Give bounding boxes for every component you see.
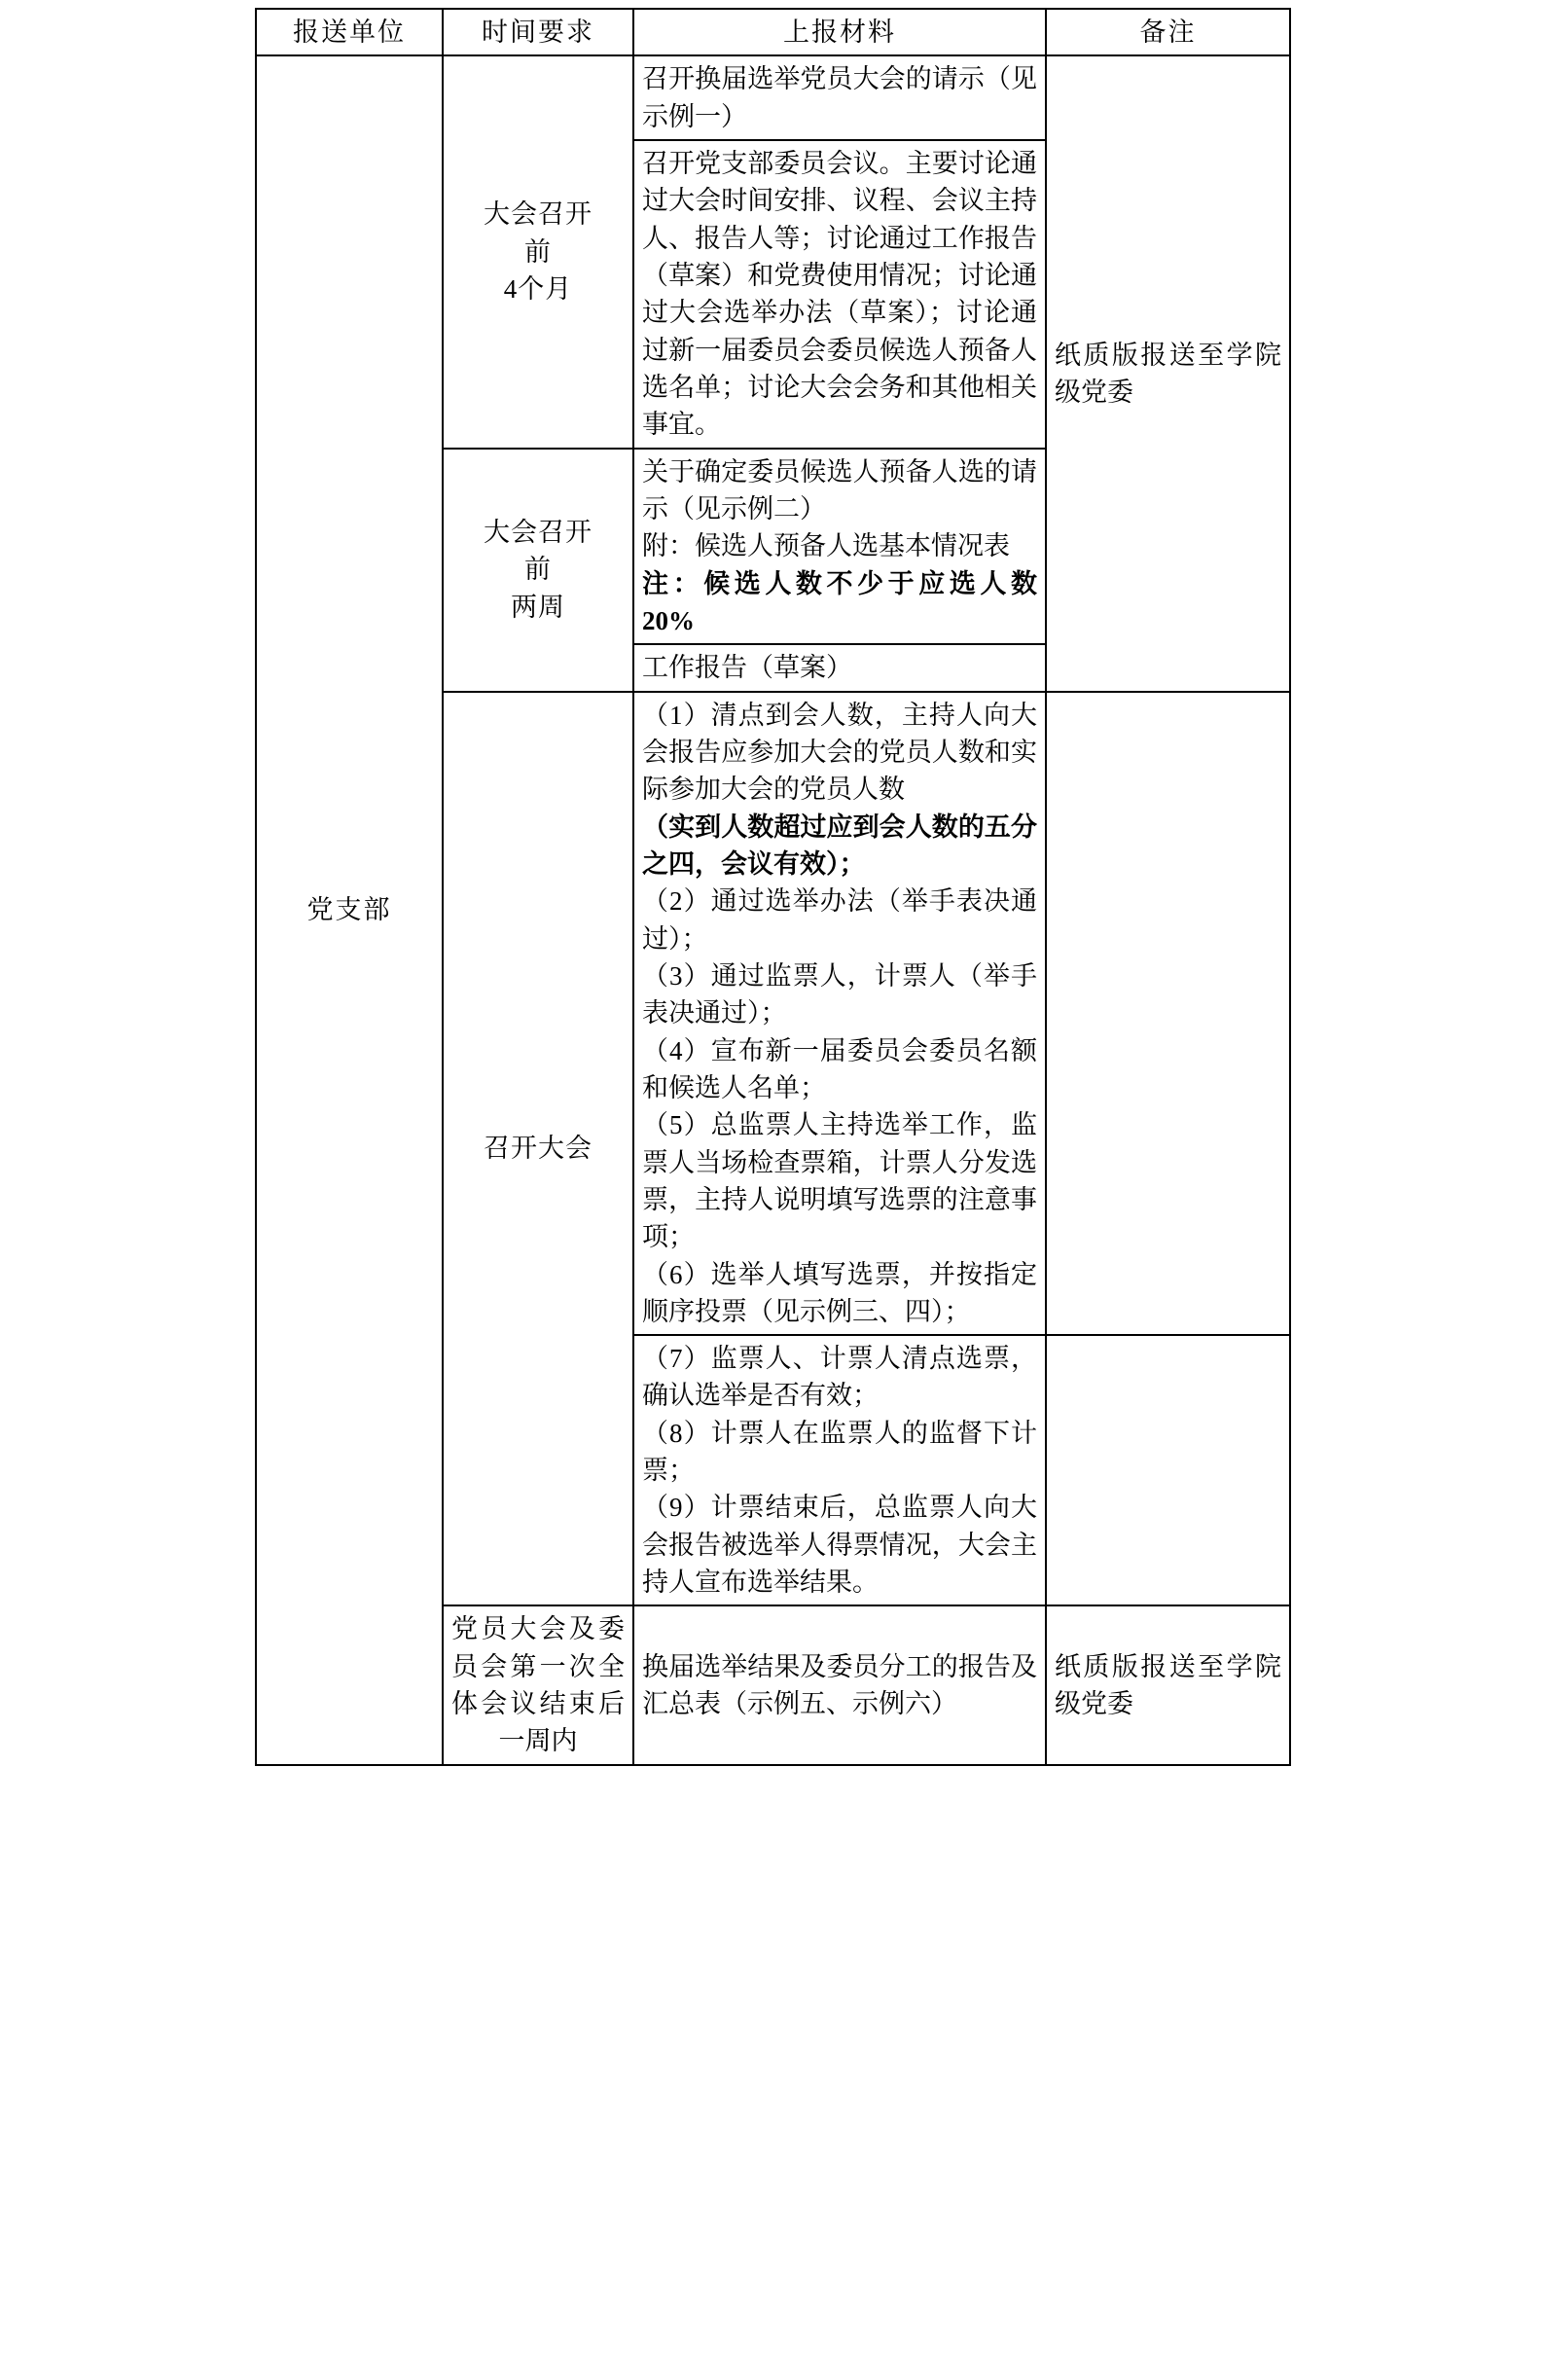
header-time: 时间要求 bbox=[443, 9, 633, 55]
cell-unit-branch: 党支部 bbox=[256, 55, 443, 1764]
material-6-line-1: （7）监票人、计票人清点选票，确认选举是否有效； bbox=[642, 1344, 1037, 1411]
time-line-3: 两周 bbox=[511, 592, 565, 622]
cell-remark-2: 纸质版报送至学院级党委 bbox=[1046, 1605, 1290, 1764]
cell-remark-empty-1 bbox=[1046, 692, 1290, 1336]
material-5-line-5: （4）宣布新一届委员会委员名额和候选人名单； bbox=[642, 1035, 1037, 1102]
cell-material-3 bbox=[633, 449, 1046, 645]
cell-material-2: 召开党支部委员会议。主要讨论通过大会时间安排、议程、会议主持人、报告人等；讨论通过工作报告（草案）和党费使用情况；讨论通过大会选举办法（草案）；讨论通过新一届委员会委员候选人预备人选名单；讨论大会会务和其他相关事宜。 bbox=[633, 140, 1046, 449]
header-remarks: 备注 bbox=[1046, 9, 1290, 55]
material-3-line-2: 附：候选人预备人选基本情况表 bbox=[642, 531, 1010, 561]
time-line-2: 前 bbox=[524, 236, 552, 267]
cell-time-convene: 召开大会 bbox=[443, 692, 633, 1606]
material-5-line-1: （1）清点到会人数，主持人向大会报告应参加大会的党员人数和实际参加大会的党员人数 bbox=[642, 700, 1037, 805]
material-5-line-2: （实到人数超过应到会人数的五分之四，会议有效）； bbox=[642, 811, 1037, 879]
material-3-line-3: 注：候选人数不少于应选人数 20% bbox=[642, 568, 1037, 635]
cell-material-5 bbox=[633, 692, 1046, 1336]
cell-material-7: 换届选举结果及委员分工的报告及汇总表（示例五、示例六） bbox=[633, 1605, 1046, 1764]
material-5-line-3: （2）通过选举办法（举手表决通过）； bbox=[642, 886, 1037, 954]
time-line-3: 4个月 bbox=[503, 274, 573, 305]
time-line-2: 前 bbox=[524, 555, 552, 585]
material-5-line-4: （3）通过监票人，计票人（举手表决通过）； bbox=[642, 960, 1037, 1028]
cell-remark-1: 纸质版报送至学院级党委 bbox=[1046, 55, 1290, 691]
cell-time-one-week-after: 党员大会及委员会第一次全体会议结束后一周内 bbox=[443, 1605, 633, 1764]
material-5-line-6: （5）总监票人主持选举工作，监票人当场检查票箱，计票人分发选票，主持人说明填写选票的注意事项； bbox=[642, 1110, 1037, 1252]
procedure-table bbox=[255, 8, 1291, 1766]
cell-time-four-months bbox=[443, 55, 633, 448]
cell-material-4 bbox=[633, 644, 1046, 691]
material-6-line-2: （8）计票人在监票人的监督下计票； bbox=[642, 1418, 1037, 1486]
time-line-1: 大会召开 bbox=[484, 518, 592, 548]
cell-material-1: 召开换届选举党员大会的请示（见示例一） bbox=[633, 55, 1046, 140]
material-3-line-1: 关于确定委员候选人预备人选的请示（见示例二） bbox=[642, 456, 1037, 523]
material-4-text: 工作报告（草案） bbox=[642, 653, 852, 683]
table-header-row bbox=[256, 9, 1290, 55]
header-unit: 报送单位 bbox=[256, 9, 443, 55]
header-materials: 上报材料 bbox=[633, 9, 1046, 55]
cell-time-two-weeks bbox=[443, 449, 633, 692]
material-5-line-7: （6）选举人填写选票，并按指定顺序投票（见示例三、四）； bbox=[642, 1259, 1037, 1326]
document-page bbox=[0, 8, 1544, 2380]
cell-material-6 bbox=[633, 1335, 1046, 1605]
cell-remark-empty-2 bbox=[1046, 1335, 1290, 1605]
time-line-1: 大会召开 bbox=[484, 199, 592, 230]
material-6-line-3: （9）计票结束后，总监票人向大会报告被选举人得票情况，大会主持人宣布选举结果。 bbox=[642, 1493, 1037, 1598]
table-row bbox=[256, 55, 1290, 140]
